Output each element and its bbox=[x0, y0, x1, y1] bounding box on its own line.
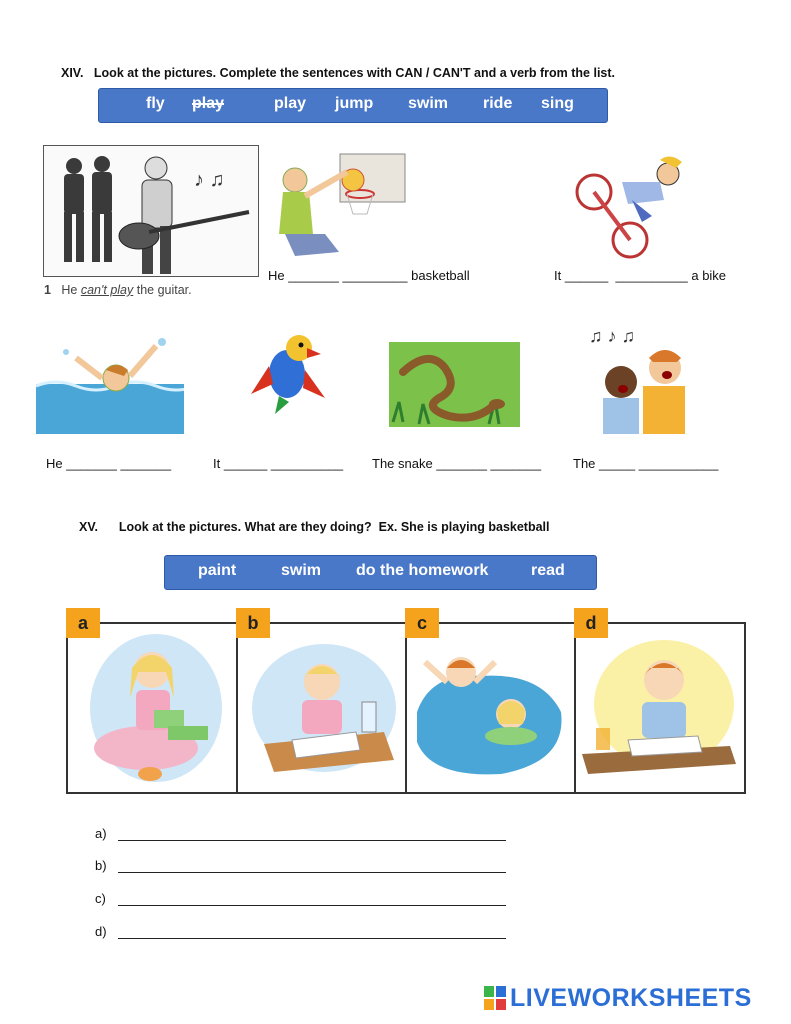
bike-picture bbox=[572, 152, 702, 260]
sentence-basketball: He _______ _________ basketball bbox=[268, 268, 470, 283]
girl-painting-picture bbox=[244, 632, 400, 788]
example-caption bbox=[44, 283, 192, 297]
example-caption-pre: He bbox=[61, 283, 81, 297]
tab-b: b bbox=[236, 608, 270, 638]
svg-text:♪ ♫: ♪ ♫ bbox=[194, 169, 225, 191]
word-do-the-homework: do the homework bbox=[356, 562, 489, 579]
word-fly: fly bbox=[146, 95, 165, 112]
answer-line-d[interactable] bbox=[118, 938, 506, 939]
divider bbox=[405, 622, 407, 794]
word-ride: ride bbox=[483, 95, 513, 112]
example-caption-number: 1 bbox=[44, 283, 51, 297]
word-swim: swim bbox=[408, 95, 449, 112]
liveworksheets-logo: LIVEWORKSHEETS bbox=[510, 984, 752, 1012]
ex15-number: XV. bbox=[79, 520, 99, 534]
sentence-swim: He _______ _______ bbox=[46, 456, 172, 471]
ex15-word-list bbox=[164, 555, 597, 590]
example-caption-answer: can't play bbox=[80, 283, 134, 297]
word-swim-2: swim bbox=[281, 562, 322, 579]
snake-picture bbox=[389, 342, 520, 427]
answer-label-b: b) bbox=[95, 858, 107, 873]
word-play-struck: play bbox=[192, 95, 225, 112]
liveworksheets-logo-icon bbox=[484, 986, 506, 1010]
parrot-picture bbox=[245, 322, 330, 417]
basketball-picture bbox=[265, 152, 407, 260]
ex15-heading bbox=[79, 520, 550, 534]
children-swimming-picture bbox=[411, 632, 571, 788]
word-read: read bbox=[531, 562, 565, 579]
boy-homework-picture bbox=[580, 632, 740, 788]
girl-reading-picture bbox=[86, 628, 226, 788]
answer-line-b[interactable] bbox=[118, 872, 506, 873]
tab-a: a bbox=[66, 608, 100, 638]
guitar-player-picture bbox=[43, 145, 259, 277]
answer-label-c: c) bbox=[95, 891, 106, 906]
ex15-instruction: Look at the pictures. What are they doing? Ex. She is playing basketball bbox=[118, 520, 550, 534]
sentence-sing: The _____ ___________ bbox=[573, 456, 719, 471]
ex14-word-list bbox=[98, 88, 608, 123]
sentence-snake: The snake _______ _______ bbox=[372, 456, 542, 471]
tab-d: d bbox=[574, 608, 608, 638]
ex14-heading bbox=[61, 66, 615, 80]
word-jump: jump bbox=[335, 95, 374, 112]
example-caption-post: the guitar. bbox=[133, 283, 192, 297]
divider bbox=[574, 622, 576, 794]
answer-line-a[interactable] bbox=[118, 840, 506, 841]
singing-boys-picture bbox=[585, 312, 702, 434]
word-paint: paint bbox=[198, 562, 237, 579]
answer-label-d: d) bbox=[95, 924, 107, 939]
word-sing: sing bbox=[541, 95, 574, 112]
ex14-instruction: Look at the pictures. Complete the sentences with CAN / CAN'T and a verb from the list. bbox=[93, 66, 616, 80]
drowning-swimmer-picture bbox=[36, 322, 184, 434]
sentence-bike: It ______ __________ a bike bbox=[554, 268, 727, 283]
answer-label-a: a) bbox=[95, 826, 107, 841]
word-play: play bbox=[274, 95, 307, 112]
ex14-number: XIV. bbox=[61, 66, 84, 80]
divider bbox=[236, 622, 238, 794]
sentence-fly: It ______ __________ bbox=[213, 456, 344, 471]
answer-line-c[interactable] bbox=[118, 905, 506, 906]
tab-c: c bbox=[405, 608, 439, 638]
svg-text:♫ ♪ ♫: ♫ ♪ ♫ bbox=[589, 326, 636, 346]
